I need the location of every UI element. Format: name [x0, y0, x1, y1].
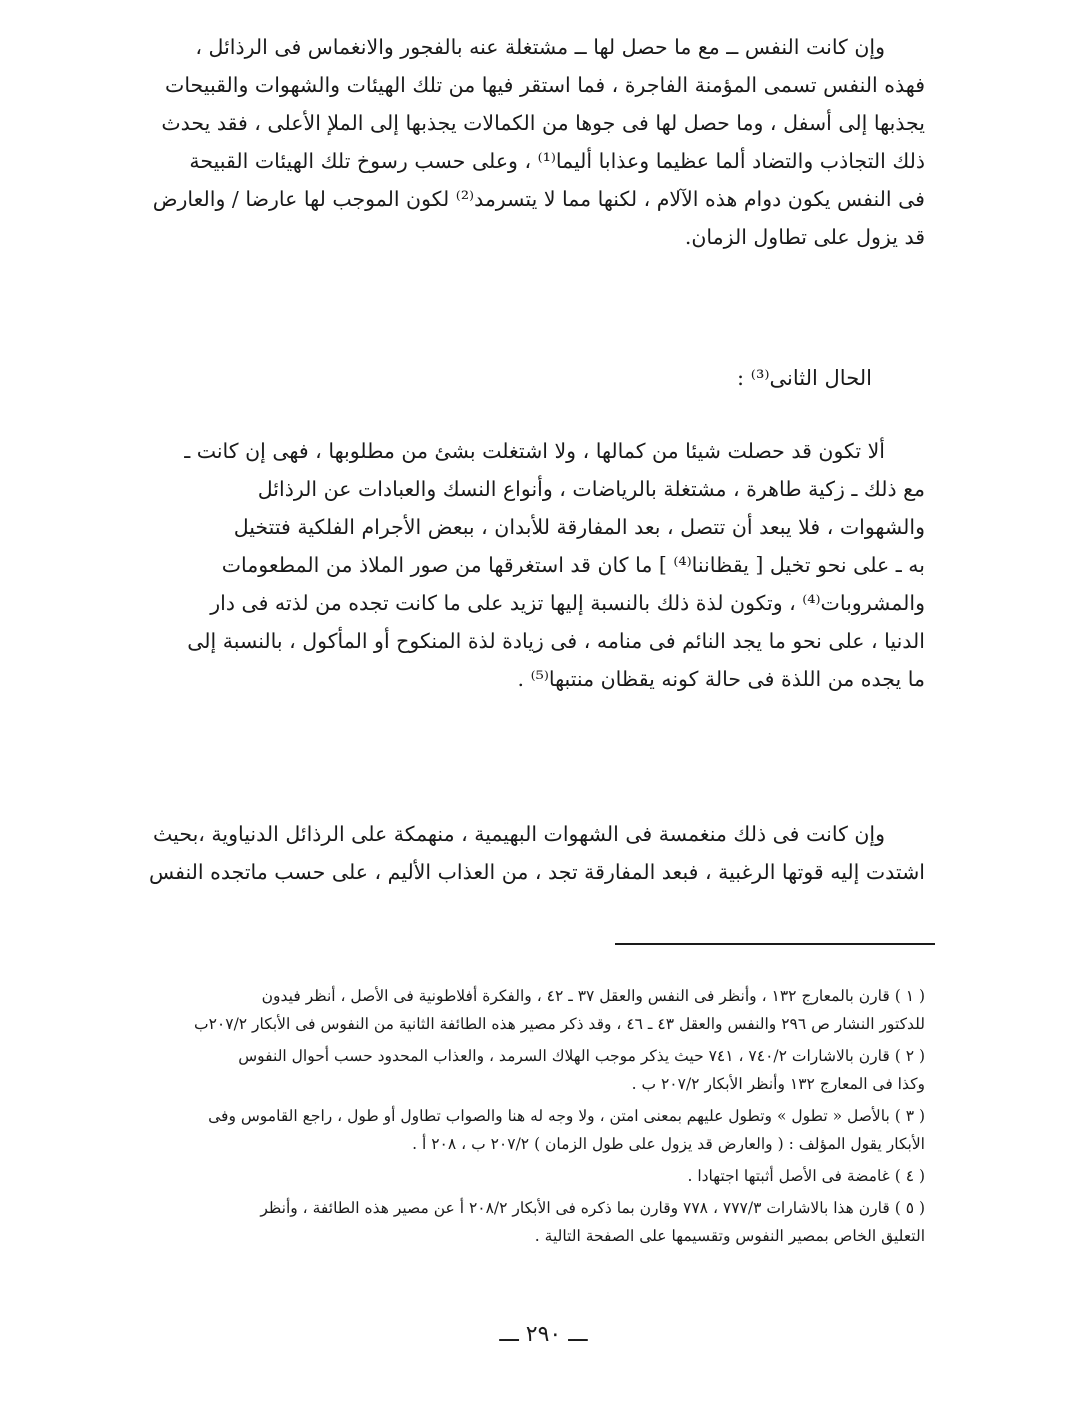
- text-line: وإن كانت النفس ــ مع ما حصل لها ــ مشتغلة عنه بالفجور والانغماس فى الرذائل ،: [195, 35, 885, 59]
- footnote-line: ( ٢ ) قارن بالاشارات ٧٤٠/٢ ، ٧٤١ حيث يذكر موجب الهلاك السرمد ، والعذاب المحدود حسب أحوال النفوس: [238, 1047, 925, 1065]
- section-heading: الحال الثانى⁽³⁾ :: [737, 366, 872, 390]
- footnote: [95, 1102, 925, 1158]
- text-line: والشهوات ، فلا يبعد أن تتصل ، بعد المفارقة للأبدان ، ببعض الأجرام الفلكية فتتخيل: [233, 515, 925, 539]
- text-line: قد يزول على تطاول الزمان.: [684, 225, 925, 249]
- text-line: ما يجده من اللذة فى حالة كونه يقظان منتبها⁽⁵⁾ .: [517, 667, 925, 691]
- text-line: ذلك التجاذب والتضاد ألما عظيما وعذابا أليما⁽¹⁾ ، وعلى حسب رسوخ تلك الهيئات القبيحة: [189, 149, 925, 173]
- text-line: ألا تكون قد حصلت شيئا من كمالها ، ولا اشتغلت بشئ من مطلوبها ، فهى إن كانت ـ: [184, 439, 885, 463]
- text-line: به ـ على نحو تخيل [ يقظاننا⁽⁴⁾ ] ما كان قد استغرقها من صور الملاذ من المطعومات: [221, 553, 925, 577]
- footnote-line: الأبكار يقول المؤلف : ( والعارض قد يزول على طول الزمان ) ٢٠٧/٢ ب ، ٢٠٨ أ .: [412, 1135, 925, 1153]
- footnote-line: للدكتور النشار ص ٢٩٦ والنفس والعقل ٤٣ ـ ٤٦ ، وقد ذكر مصير هذه الطائفة الثانية من النفوس فى الأبكار ٢٠٧/٢ب: [194, 1015, 925, 1033]
- text-line: وإن كانت فى ذلك منغمسة فى الشهوات البهيمية ، منهمكة على الرذائل الدنياوية ،بحيث: [153, 822, 885, 846]
- footnote: [95, 1194, 925, 1250]
- text-line: فى النفس يكون دوام هذه الآلام ، لكنها مما لا يتسرمد⁽²⁾ لكون الموجب لها عارضا / والعارض: [152, 187, 925, 211]
- footnote-separator: [615, 943, 935, 945]
- footnote-line: ( ٥ ) قارن هذا بالاشارات ٧٧٧/٣ ، ٧٧٨ وقارن بما ذكره فى الأبكار ٢٠٨/٢ أ عن مصير هذه الطائفة ، وأنظر: [260, 1199, 925, 1217]
- text-line: اشتدت إليه قوتها الرغبية ، فبعد المفارقة تجد ، من العذاب الأليم ، على حسب ماتجده النفس: [148, 860, 925, 884]
- paragraph-3: [95, 815, 925, 891]
- footnote-line: التعليق الخاص بمصير النفوس وتقسيمها على الصفحة التالية .: [534, 1227, 925, 1245]
- text-line: الدنيا ، على نحو ما يجد النائم فى منامه ، فى زيادة لذة المنكوح أو المأكول ، بالنسبة إلى: [187, 629, 925, 653]
- footnote: [95, 982, 925, 1038]
- paragraph-1: [95, 28, 925, 256]
- text-line: والمشروبات⁽⁴⁾ ، وتكون لذة ذلك بالنسبة إليها تزيد على ما كانت تجده من لذته فى دار: [210, 591, 925, 615]
- text-line: مع ذلك ـ زكية طاهرة ، مشتغلة بالرياضات ، وأنواع النسك والعبادات عن الرذائل: [257, 477, 925, 501]
- footnote-line: ( ٣ ) بالأصل « تطول » وتطول عليهم بمعنى امتن ، ولا وجه له هنا والصواب تطاول أو طول ، راجع القاموس وفى: [208, 1107, 925, 1125]
- footnote: [95, 1162, 925, 1190]
- text-line: فهذه النفس تسمى المؤمنة الفاجرة ، فما استقر فيها من تلك الهيئات والشهوات والقبيحات: [165, 73, 925, 97]
- footnote-line: ( ١ ) قارن بالمعارج ١٣٢ ، وأنظر فى النفس والعقل ٣٧ ـ ٤٢ ، والفكرة أفلاطونية فى الأصل ، أنظر فيدون: [261, 987, 925, 1005]
- page-number: ـــ ٢٩٠ ـــ: [499, 1322, 588, 1347]
- footnotes: [95, 982, 925, 1254]
- footnote-line: وكذا فى المعارج ١٣٢ وأنظر الأبكار ٢٠٧/٢ ب .: [631, 1075, 925, 1093]
- footnote-line: ( ٤ ) غامضة فى الأصل أثبتها اجتهادا .: [687, 1167, 925, 1185]
- footnote: [95, 1042, 925, 1098]
- text-line: يجذبها إلى أسفل ، وما حصل لها فى جوها من الكمالات يجذبها إلى الملإ الأعلى ، فقد يحدث: [161, 111, 925, 135]
- paragraph-2: [95, 432, 925, 698]
